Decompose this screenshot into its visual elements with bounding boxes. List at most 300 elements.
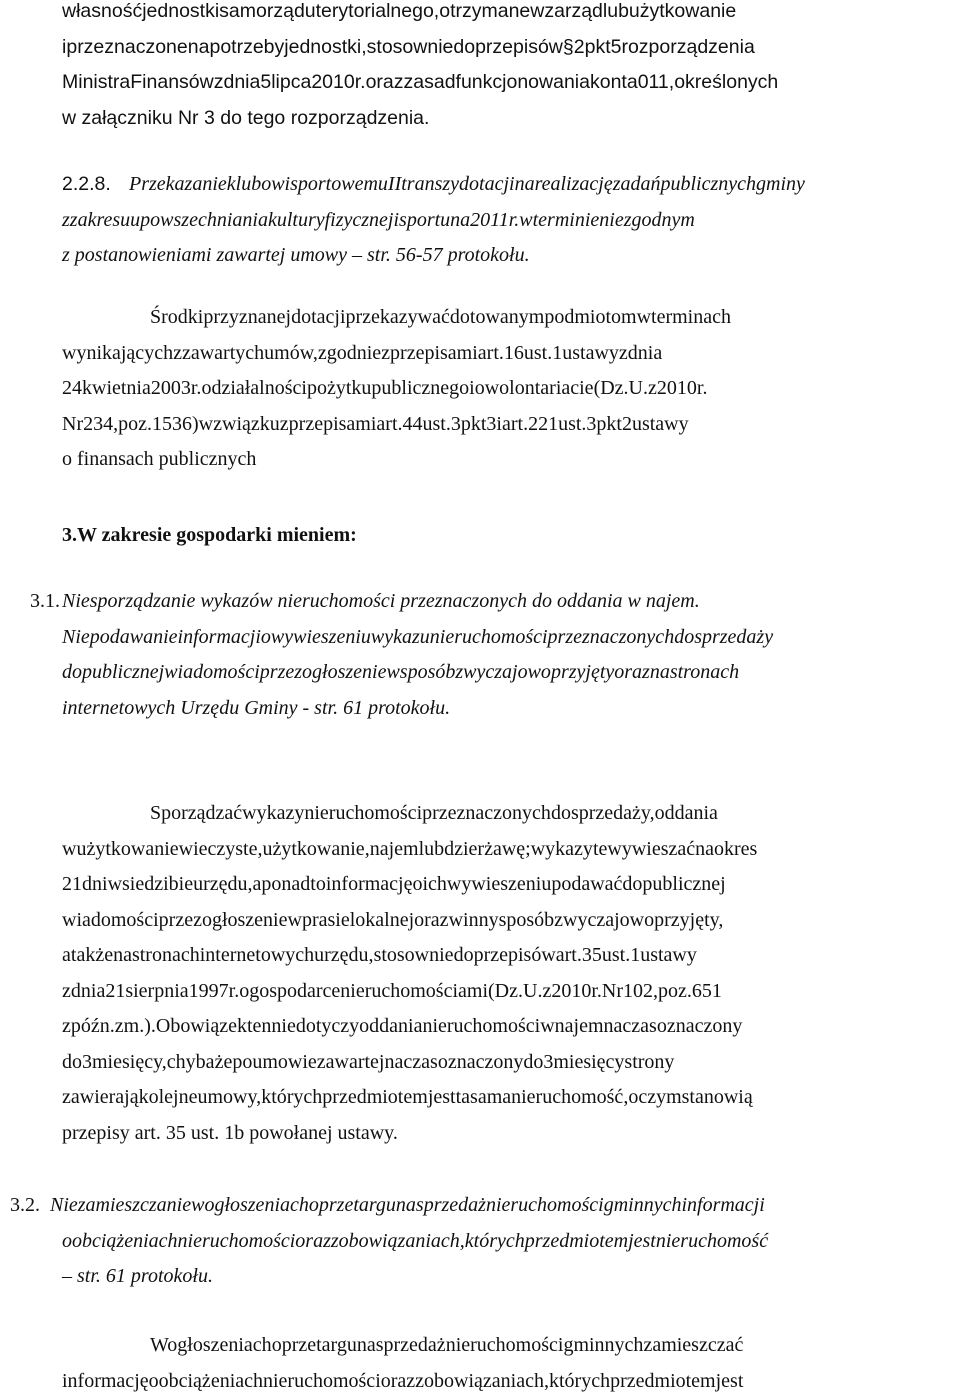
word: lipca: [271, 71, 311, 93]
word: ten: [247, 1015, 271, 1037]
word: z: [381, 342, 390, 364]
word: dzierżawę;: [444, 838, 531, 860]
word: Nr: [602, 980, 623, 1002]
text-line: [62, 371, 958, 407]
text-line: [62, 336, 958, 372]
word: dni: [82, 873, 108, 895]
word: użytkowanie: [76, 838, 178, 860]
word: zwyczajowo: [455, 661, 551, 683]
word: ust.: [558, 413, 586, 435]
text-line: [62, 974, 958, 1010]
word: zawartych: [182, 342, 264, 364]
word: 234,: [83, 413, 118, 435]
word: na: [450, 209, 470, 231]
word: miesięcy: [553, 1051, 624, 1073]
word: 2: [574, 36, 585, 58]
word: stosownie: [374, 944, 454, 966]
word: o: [272, 1334, 282, 1356]
word: przepisów: [474, 944, 556, 966]
word: gminnych: [604, 1194, 682, 1216]
word: do: [454, 944, 474, 966]
word: informacji: [178, 626, 261, 648]
word: przeznaczonych: [548, 626, 675, 648]
word: do: [674, 626, 694, 648]
word: których: [549, 1370, 610, 1392]
word: konta: [590, 71, 638, 93]
word: przedmiotem: [322, 1086, 428, 1108]
word: zakresu: [70, 209, 130, 231]
text-line: z postanowieniami zawartej umowy – str. 56-57 protokołu.: [62, 238, 958, 274]
text-line: [62, 1328, 958, 1364]
word: 3: [586, 413, 596, 435]
word: związku: [213, 413, 280, 435]
text-line: [62, 938, 958, 974]
word: najem: [555, 1015, 604, 1037]
word: sprzedaż: [416, 1194, 486, 1216]
word: sierpnia: [125, 980, 188, 1002]
word: (Dz.: [594, 377, 629, 399]
word: czas: [403, 1051, 437, 1073]
word: zarząd: [544, 0, 603, 22]
word: własność: [62, 0, 142, 22]
word: w: [199, 413, 213, 435]
word: zawartej: [317, 1051, 385, 1073]
word: okres: [714, 838, 757, 860]
text-line: [62, 407, 958, 443]
word: Ministra: [62, 71, 130, 93]
word: urzędu,: [314, 944, 373, 966]
word: z: [214, 71, 224, 93]
text-line: w załączniku Nr 3 do tego rozporządzenia.: [62, 101, 958, 137]
word: w: [519, 209, 532, 231]
word: art.: [502, 413, 528, 435]
word: czym: [638, 1086, 681, 1108]
word: z: [173, 342, 182, 364]
word: nieruchomości: [486, 1194, 604, 1216]
word: 1997: [189, 980, 229, 1002]
word: 1: [552, 342, 562, 364]
word: z: [619, 342, 628, 364]
word: umowy,: [197, 1086, 261, 1108]
word: o: [62, 1230, 72, 1252]
word: prasie: [302, 909, 350, 931]
word: stronach: [670, 661, 739, 683]
word: ust.: [423, 413, 451, 435]
word: wykazy: [242, 802, 304, 824]
finding-title: Niesporządzanie wykazów nieruchomości przeznaczonych do oddania w najem.: [62, 584, 958, 620]
word: ich: [422, 873, 446, 895]
text-line: [62, 620, 958, 656]
word: przekazywać: [346, 306, 450, 328]
word: przez: [260, 661, 302, 683]
word: zobowiązaniach,: [331, 1230, 465, 1252]
word: upowszechniania: [130, 209, 268, 231]
word: ustawy: [640, 944, 697, 966]
word: przyznanej: [203, 306, 291, 328]
word: kwietnia: [82, 377, 151, 399]
word: sprzedaży,: [571, 802, 655, 824]
word: 651: [692, 980, 722, 1002]
word: nieruchomości: [304, 802, 422, 824]
word: terminach: [651, 306, 731, 328]
word: przeznaczonych: [422, 802, 551, 824]
word: ta: [456, 1086, 470, 1108]
word: do: [523, 1051, 543, 1073]
word: 5: [260, 71, 271, 93]
word: publicznej: [82, 661, 164, 683]
word: przepisów: [475, 36, 563, 58]
word: wiadomości: [164, 661, 260, 683]
word: art.: [478, 342, 504, 364]
word: wolontariacie: [485, 377, 594, 399]
word: 3: [82, 1051, 92, 1073]
word: o: [412, 873, 422, 895]
text-line: [50, 1188, 958, 1224]
text-line: internetowych Urzędu Gminy - str. 61 protokołu.: [62, 691, 958, 727]
finding-3-2: [50, 1188, 958, 1295]
word: 16: [504, 342, 524, 364]
word: z: [62, 1015, 71, 1037]
word: oraz: [381, 1370, 415, 1392]
word: U.: [629, 377, 648, 399]
word: czas: [622, 1015, 656, 1037]
finding-3-1: [62, 584, 958, 726]
word: użytkowanie,: [263, 838, 370, 860]
text-line: [62, 1045, 958, 1081]
word: z: [62, 980, 71, 1002]
word: i: [393, 209, 399, 231]
word: wynikających: [62, 342, 173, 364]
word: pożytku: [307, 377, 371, 399]
word: poz.: [118, 413, 152, 435]
word: Środki: [150, 306, 203, 328]
word: zawierają: [62, 1086, 139, 1108]
word: do: [551, 802, 571, 824]
word: U.: [523, 980, 542, 1002]
word: przedmiotem: [525, 1230, 628, 1252]
word: na: [515, 173, 535, 195]
word: w: [540, 1015, 554, 1037]
word: oddania: [359, 1015, 422, 1037]
word: art.: [376, 413, 402, 435]
word: oraz: [295, 1230, 331, 1252]
word: umowie: [252, 1051, 316, 1073]
word: z: [62, 209, 70, 231]
text-line: [62, 30, 958, 66]
word: obciążeniach: [72, 1230, 178, 1252]
word: użytkowanie: [629, 0, 736, 22]
word: pkt: [585, 36, 611, 58]
word: na: [604, 1015, 623, 1037]
word: jednostki: [142, 0, 219, 22]
word: gminnych: [563, 1334, 643, 1356]
text-line: [62, 167, 958, 203]
word: o: [261, 626, 271, 648]
word: wieczyste,: [179, 838, 263, 860]
word: publicznej: [642, 873, 725, 895]
word: II: [388, 173, 401, 195]
word: 102,: [623, 980, 658, 1002]
word: na: [113, 944, 132, 966]
word: zasad: [404, 71, 456, 93]
word: nieruchomości: [446, 1334, 564, 1356]
text-line: [62, 300, 958, 336]
word: nieruchomość,: [511, 1086, 628, 1108]
word: wywieszać: [607, 838, 695, 860]
word: dotyczy: [296, 1015, 359, 1037]
word: samorządu: [219, 0, 315, 22]
word: r.: [229, 980, 240, 1002]
word: ust.: [602, 944, 630, 966]
word: przepisami: [390, 342, 478, 364]
word: przetargu: [319, 1194, 396, 1216]
word: i: [62, 36, 66, 58]
word: podmiotom: [544, 306, 636, 328]
word: do: [622, 873, 642, 895]
word: określonych: [674, 71, 778, 93]
word: funkcjonowania: [456, 71, 590, 93]
text-line: [62, 832, 958, 868]
word: których: [261, 1086, 322, 1108]
word: oraz: [414, 909, 448, 931]
word: Nr: [62, 413, 83, 435]
section-number-3: 3.: [62, 518, 77, 554]
word: na: [695, 838, 714, 860]
word: 2003: [151, 377, 191, 399]
word: kultury: [268, 209, 325, 231]
word: 1536): [152, 413, 199, 435]
intro-paragraph: [62, 0, 958, 136]
word: w: [191, 1194, 204, 1216]
word: nieruchomość: [656, 1230, 768, 1252]
word: ustawy: [632, 413, 689, 435]
word: na: [188, 36, 210, 58]
word: nieruchomości: [422, 1015, 540, 1037]
word: że: [215, 1051, 233, 1073]
word: publicznych: [661, 173, 757, 195]
word: dotacji: [291, 306, 345, 328]
word: ponadto: [261, 873, 325, 895]
word: i: [469, 377, 475, 399]
word: sposób: [499, 909, 555, 931]
word: miesięcy,: [92, 1051, 167, 1073]
word: sprzedaż: [376, 1334, 446, 1356]
word: te: [593, 838, 607, 860]
word: oraz: [614, 661, 650, 683]
word: o: [475, 377, 485, 399]
word: o: [628, 1086, 638, 1108]
word: zwyczajowo: [554, 909, 654, 931]
text-line: [62, 1364, 958, 1399]
word: przeznaczone: [66, 36, 187, 58]
word: nieruchomościami: [340, 980, 488, 1002]
word: publicznego: [371, 377, 469, 399]
word: r.: [591, 980, 602, 1002]
word: dotowanym: [450, 306, 544, 328]
word: oznaczony: [657, 1015, 743, 1037]
finding-2-2-8: [62, 167, 958, 274]
word: działalności: [211, 377, 307, 399]
word: Sporządzać: [150, 802, 242, 824]
word: otrzymane: [439, 0, 530, 22]
word: przetargu: [282, 1334, 357, 1356]
word: Przekazanie: [129, 173, 227, 195]
word: przepisami: [289, 413, 377, 435]
word: przedmiotem: [610, 1370, 716, 1392]
word: (Dz.: [488, 980, 523, 1002]
word: w: [108, 873, 122, 895]
text-line: o finansach publicznych: [62, 442, 958, 478]
word: transzy: [401, 173, 459, 195]
word: informację: [62, 1370, 149, 1392]
section-title-3: W zakresie gospodarki mieniem:: [77, 518, 357, 554]
word: a: [253, 873, 262, 895]
word: i: [496, 413, 502, 435]
word: dnia: [71, 980, 105, 1002]
word: na: [385, 1051, 404, 1073]
word: do: [62, 1051, 82, 1073]
word: informacji: [681, 1194, 764, 1216]
word: 2010: [311, 71, 354, 93]
text-line: [62, 65, 958, 101]
word: 35: [582, 944, 602, 966]
text-line: [62, 655, 958, 691]
word: Niezamieszczanie: [50, 1194, 191, 1216]
word: w: [449, 909, 463, 931]
word: zadań: [613, 173, 661, 195]
word: gminy: [756, 173, 805, 195]
word: rozporządzenia: [621, 36, 754, 58]
word: wiadomości: [62, 909, 159, 931]
word: nieruchomości: [263, 1370, 381, 1392]
word: gospodarce: [249, 980, 340, 1002]
word: przez: [159, 909, 202, 931]
word: których: [465, 1230, 525, 1252]
word: o: [239, 980, 249, 1002]
word: jest: [716, 1370, 744, 1392]
word: w: [386, 661, 399, 683]
word: w: [62, 838, 76, 860]
word: zobowiązaniach,: [415, 1370, 549, 1392]
word: realizację: [535, 173, 613, 195]
word: stanowią: [682, 1086, 753, 1108]
word: na: [396, 1194, 416, 1216]
word: przyjęty,: [654, 909, 723, 931]
word: sprzedaży: [694, 626, 773, 648]
word: 011,: [638, 71, 675, 93]
word: stronach: [132, 944, 200, 966]
word: 3: [451, 413, 461, 435]
word: dnia: [223, 71, 260, 93]
word: klubowi: [227, 173, 290, 195]
word: o: [309, 1194, 319, 1216]
section-number-3-2: 3.2.: [10, 1188, 40, 1224]
word: nie: [271, 1015, 295, 1037]
word: na: [650, 661, 670, 683]
text-line: [50, 1224, 958, 1260]
text-line: [62, 1080, 958, 1116]
word: oznaczony: [438, 1051, 524, 1073]
word: zm.).: [115, 1015, 156, 1037]
word: oddania: [655, 802, 718, 824]
text-line: [62, 867, 958, 903]
word: z: [280, 413, 289, 435]
word: sportu: [399, 209, 450, 231]
word: 2: [622, 413, 632, 435]
text-line: przepisy art. 35 ust. 1b powołanej ustawy.: [62, 1116, 958, 1152]
word: 24: [62, 377, 82, 399]
word: ogłoszenie: [302, 661, 386, 683]
word: 2011: [470, 209, 509, 231]
recommendation-dotacja: [62, 300, 958, 478]
word: 21: [62, 873, 82, 895]
word: Finansów: [130, 71, 213, 93]
word: informację: [326, 873, 413, 895]
word: do: [453, 36, 475, 58]
word: urzędu,: [193, 873, 252, 895]
word: także: [71, 944, 113, 966]
word: o: [149, 1370, 159, 1392]
word: 5: [611, 36, 622, 58]
word: wykazu: [371, 626, 430, 648]
word: 2010: [551, 980, 591, 1002]
word: ogłoszeniach: [167, 1334, 271, 1356]
word: potrzeby: [209, 36, 284, 58]
word: sama: [470, 1086, 511, 1108]
word: nieruchomości: [178, 1230, 296, 1252]
word: terytorialnego,: [316, 0, 440, 22]
text-line: [62, 0, 958, 30]
word: inny: [463, 909, 499, 931]
word: chyba: [167, 1051, 215, 1073]
word: jest: [428, 1086, 456, 1108]
word: r.: [355, 71, 366, 93]
word: 2010: [657, 377, 697, 399]
word: oraz: [366, 71, 404, 93]
word: o: [201, 377, 211, 399]
word: lub: [603, 0, 629, 22]
word: 21: [105, 980, 125, 1002]
word: późn.: [71, 1015, 115, 1037]
section-number-2-2-8: 2.2.8.: [62, 167, 111, 203]
text-line: [62, 1009, 958, 1045]
text-line: – str. 61 protokołu.: [50, 1259, 958, 1295]
word: 44: [403, 413, 423, 435]
word: W: [150, 1334, 167, 1356]
word: w: [637, 306, 651, 328]
word: w: [287, 909, 301, 931]
word: ust.: [524, 342, 552, 364]
word: ustawy: [562, 342, 619, 364]
text-line: [62, 903, 958, 939]
word: umów,: [264, 342, 318, 364]
word: stosownie: [367, 36, 454, 58]
word: obciążeniach: [159, 1370, 263, 1392]
word: r.: [191, 377, 202, 399]
word: terminie: [533, 209, 600, 231]
word: na: [357, 1334, 376, 1356]
word: przyjęty: [551, 661, 614, 683]
word: ogłoszenie: [202, 909, 288, 931]
word: fizycznej: [325, 209, 394, 231]
word: strony: [624, 1051, 674, 1073]
word: wykazy: [531, 838, 593, 860]
word: w: [530, 0, 544, 22]
word: sposób: [400, 661, 456, 683]
word: internetowych: [200, 944, 314, 966]
word: r.: [509, 209, 520, 231]
word: dnia: [628, 342, 662, 364]
